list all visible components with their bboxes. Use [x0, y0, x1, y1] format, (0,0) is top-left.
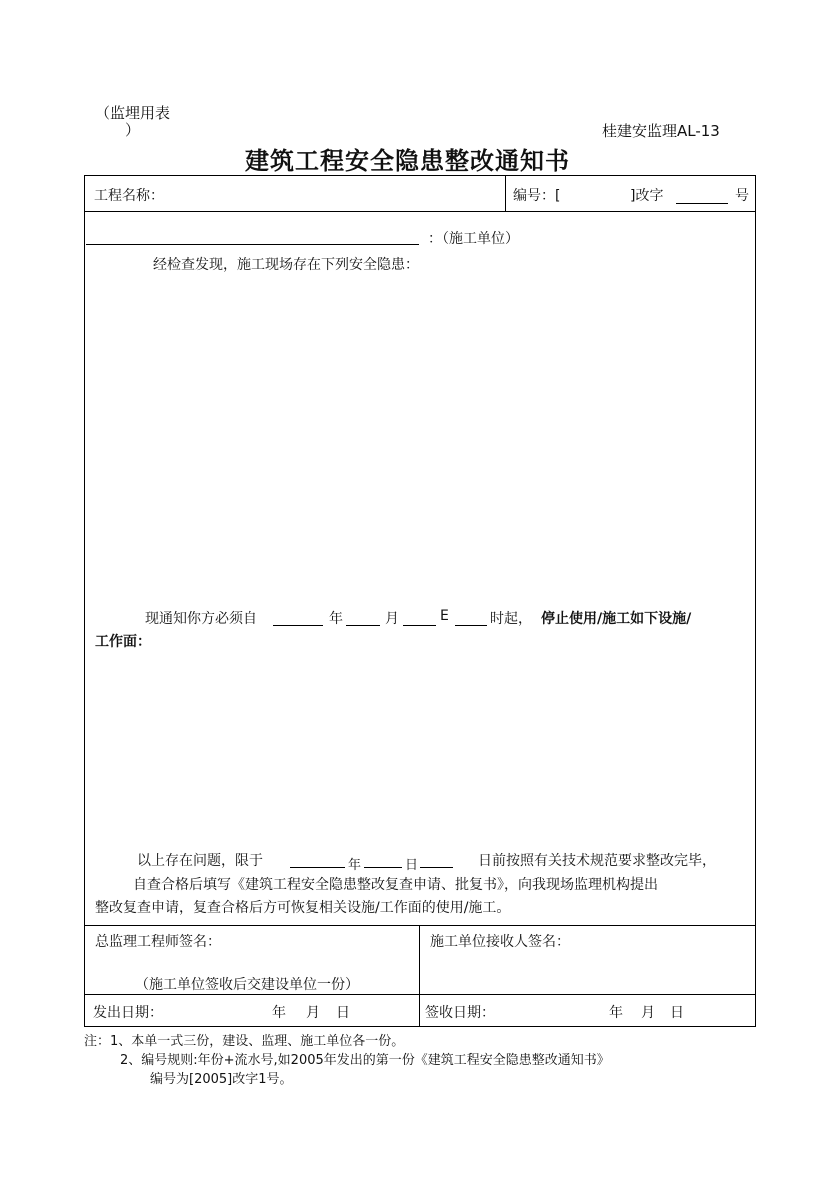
deadline-year-label: 年 [348, 858, 362, 873]
issue-date-label: 发出日期： [93, 1005, 163, 1021]
inspection-intro: 经检查发现，施工现场存在下列安全隐患： [153, 257, 419, 273]
stop-use-text: 停止使用/施工如下设施/ [541, 611, 692, 627]
from-time-label: 时起， [490, 611, 532, 627]
page-title: 建筑工程安全隐患整改通知书 [245, 146, 570, 175]
addressee-blank [86, 244, 419, 245]
stop-day-blank [403, 625, 436, 626]
receiver-signature-label: 施工单位接收人签名： [430, 934, 570, 950]
stop-month-blank [346, 625, 380, 626]
receive-year-label: 年 [609, 1005, 623, 1021]
note-1: 注：1、本单一式三份，建设、监理、施工单位各一份。 [84, 1034, 405, 1049]
issue-day-label: 日 [336, 1005, 350, 1021]
stop-year-blank [273, 625, 323, 626]
form-type-label-close: ） [125, 121, 141, 139]
stop-notice-prefix: 现通知你方必须自 [145, 611, 257, 627]
review-instruction-line: 自查合格后填写《建筑工程安全隐患整改复查申请、批复书》，向我现场监理机构提出 [133, 877, 658, 893]
deadline-day-blank [420, 867, 453, 868]
addressee-hint: ：（施工单位） [428, 231, 519, 247]
number-mid-label: ]改字 [630, 188, 664, 204]
stop-hour-blank [455, 625, 487, 626]
stop-month-label: 月 [385, 611, 399, 627]
issue-year-label: 年 [272, 1005, 286, 1021]
work-face-text: 工作面： [95, 634, 151, 650]
deadline-suffix: 日前按照有关技术规范要求整改完毕， [478, 853, 716, 869]
number-suffix: 号 [735, 188, 749, 204]
form-code: 桂建安监理AL-13 [602, 122, 720, 140]
stop-day-label: E [440, 608, 449, 624]
receive-date-label: 签收日期： [425, 1005, 495, 1021]
note-3: 编号为[2005]改字1号。 [150, 1072, 293, 1087]
receive-day-label: 日 [670, 1005, 684, 1021]
copy-note: （施工单位签收后交建设单位一份） [135, 977, 359, 993]
deadline-month-blank [364, 867, 402, 868]
issue-month-label: 月 [306, 1005, 320, 1021]
project-name-label: 工程名称： [94, 188, 164, 204]
chief-engineer-signature-label: 总监理工程师签名： [95, 934, 221, 950]
number-blank [676, 203, 728, 204]
deadline-year-blank [290, 867, 345, 868]
deadline-day-label: 日 [405, 858, 419, 873]
review-instruction-line-2: 整改复查申请，复查合格后方可恢复相关设施/工作面的使用/施工。 [95, 900, 511, 916]
note-2: 2、编号规则:年份+流水号,如2005年发出的第一份《建筑工程安全隐患整改通知书》 [120, 1053, 610, 1068]
stop-year-label: 年 [329, 611, 343, 627]
form-type-label: （监埋用表 [95, 104, 171, 122]
deadline-prefix: 以上存在问题，限于 [137, 853, 263, 869]
number-label: 编号：[ [513, 188, 561, 204]
receive-month-label: 月 [641, 1005, 655, 1021]
